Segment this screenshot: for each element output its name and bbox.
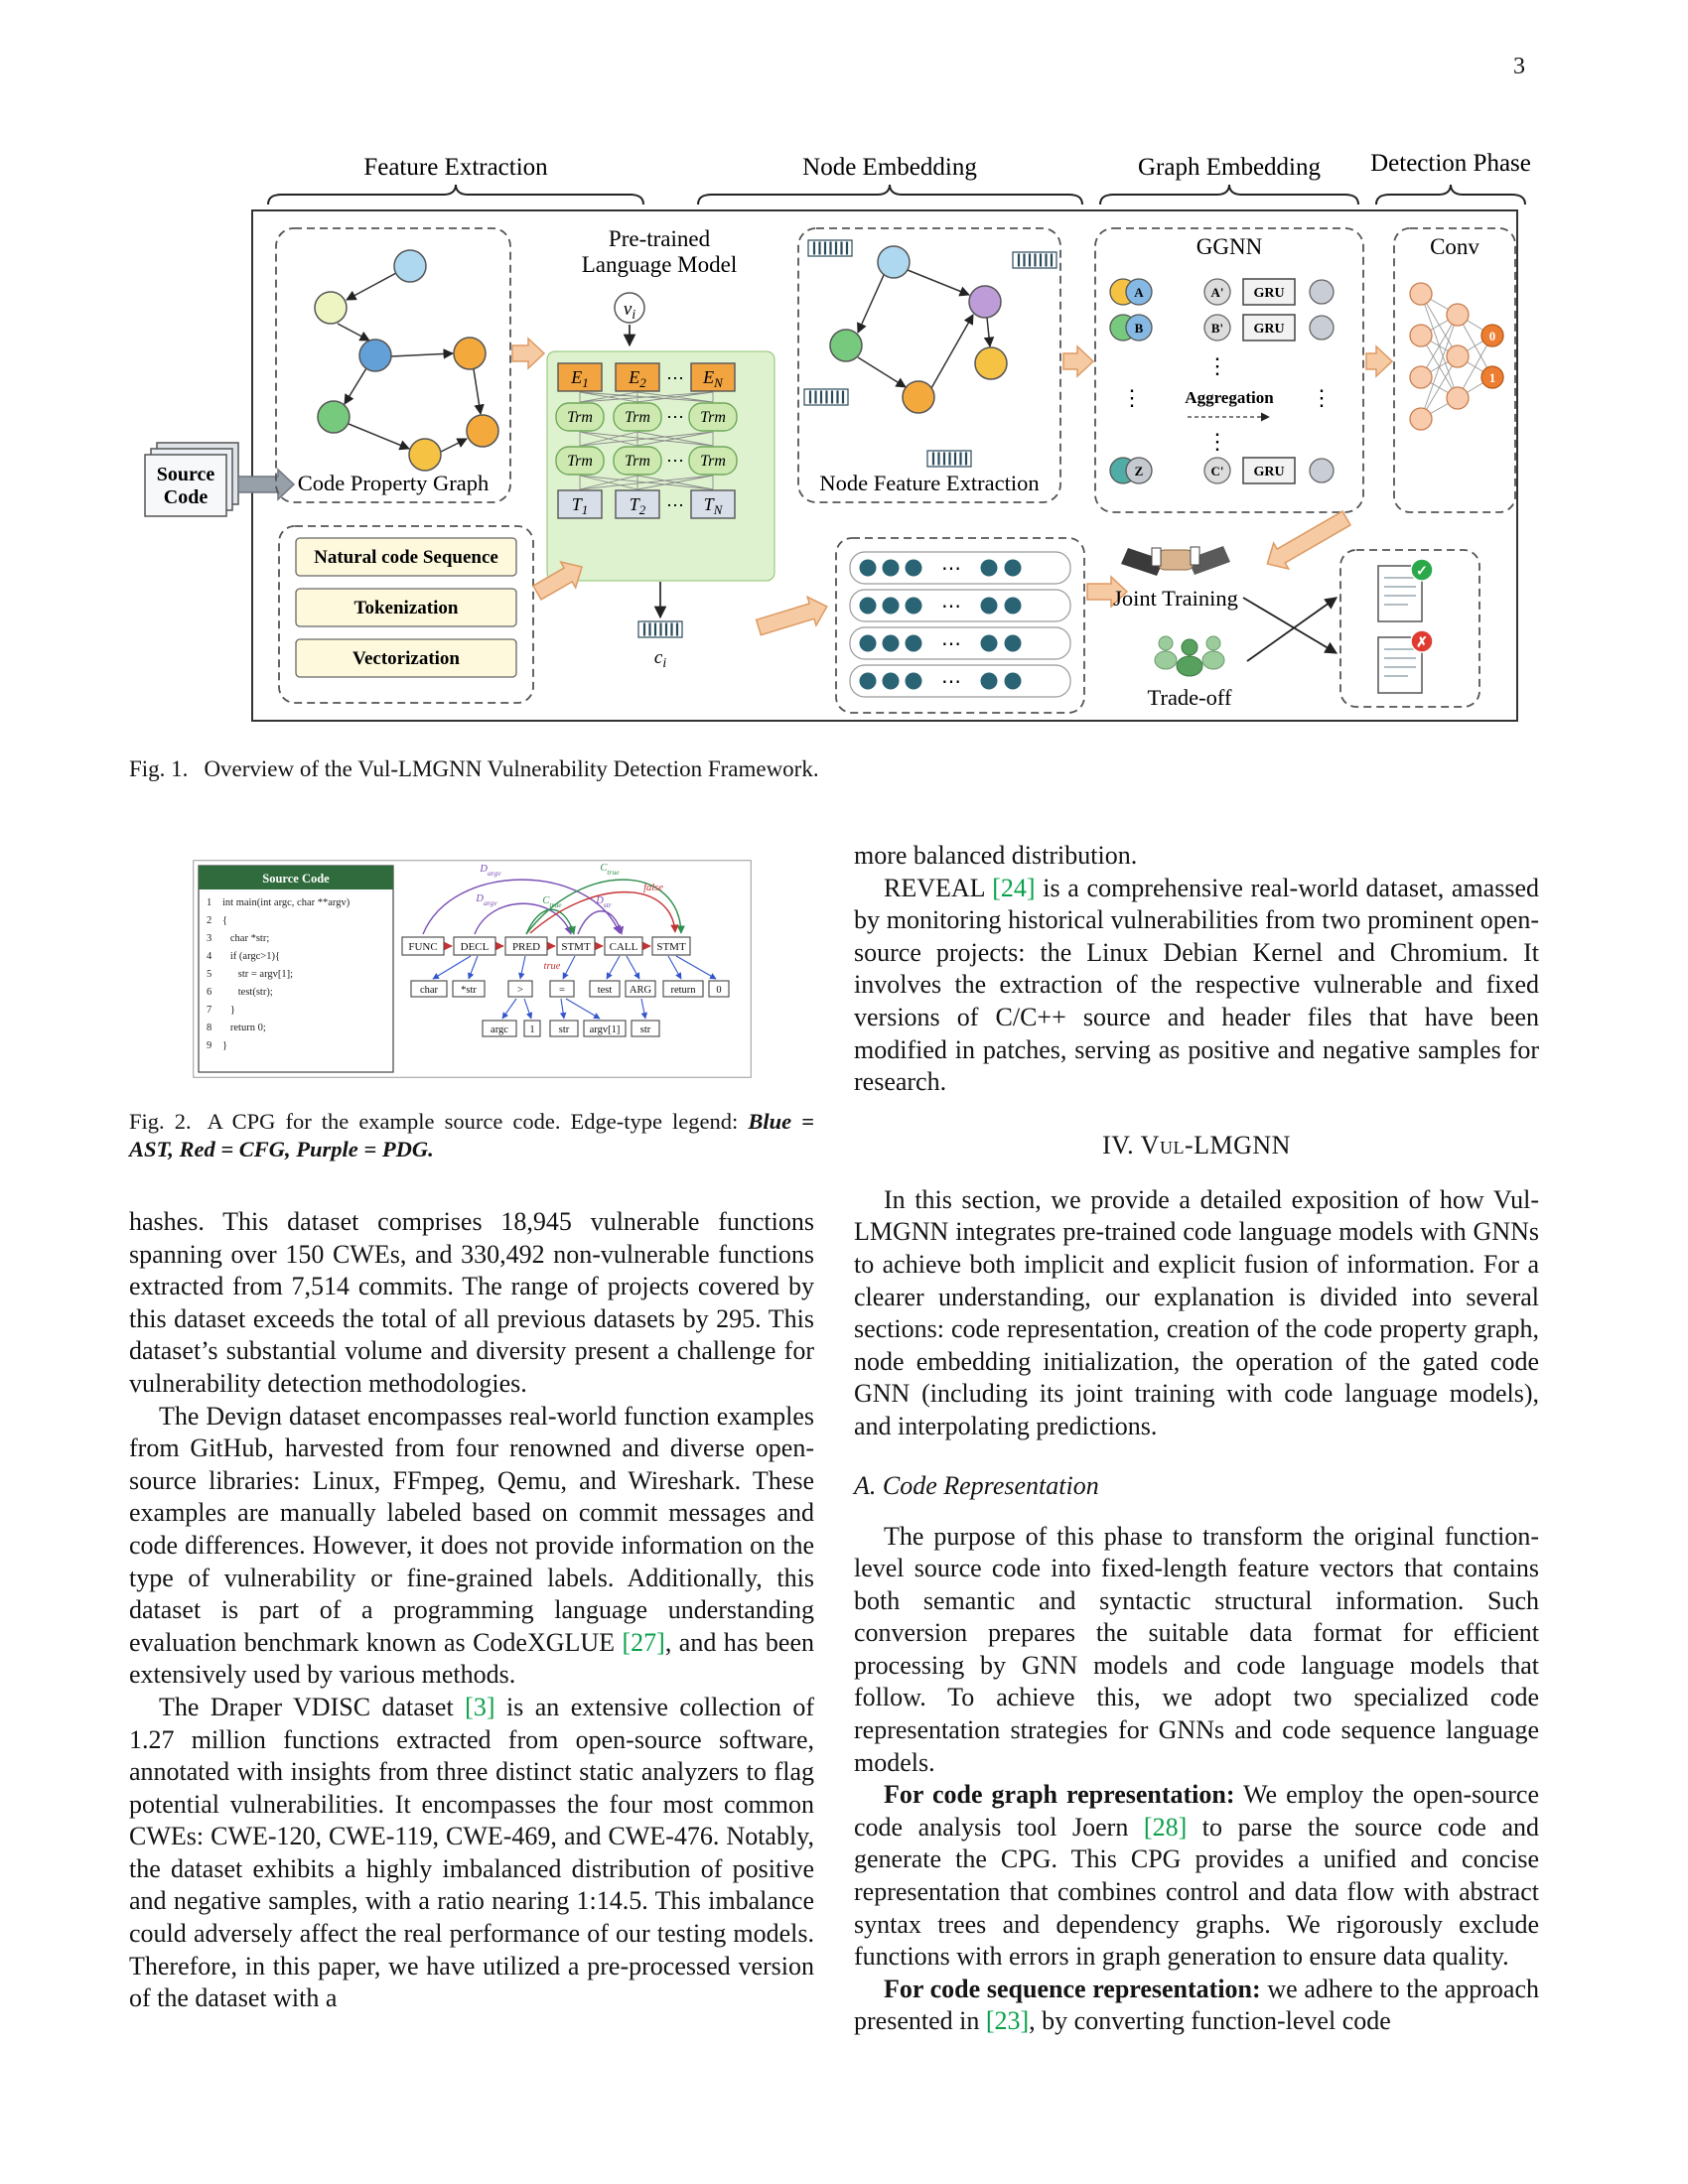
graph-node xyxy=(830,330,862,361)
svg-text:FUNC: FUNC xyxy=(407,941,438,953)
svg-text:⋯: ⋯ xyxy=(941,671,961,693)
cpg-to-lm-arrow xyxy=(512,339,544,368)
svg-text:⋮: ⋮ xyxy=(1206,429,1228,454)
svg-text:8: 8 xyxy=(206,1023,211,1033)
paragraph: The purpose of this phase to transform the original function-level source code into fixed-length feature vectors that contains both semantic and syntactic structural information. Such conversion prepares the suitable data format for efficient processing by GNN models and code language models that follow. To achieve this, we adopt two specialized code representation strategies for GNNs and code sequence language models. xyxy=(854,1521,1539,1777)
gru-cell: GRU xyxy=(1253,322,1285,337)
citation[interactable]: [24] xyxy=(992,873,1036,902)
citation[interactable]: [3] xyxy=(465,1692,495,1721)
svg-text:Trm: Trm xyxy=(567,453,593,470)
svg-text:test(str);: test(str); xyxy=(221,987,273,998)
graph-node xyxy=(903,381,934,413)
svg-text:TN: $T_N$ xyxy=(703,494,723,517)
pretrained-language-model xyxy=(547,226,774,581)
svg-text:Z: Z xyxy=(1134,464,1144,478)
bold-lead: For code sequence representation: xyxy=(884,1974,1261,2003)
svg-text:E1: $E_1$ xyxy=(571,367,589,390)
nodeemb-to-ggnn-arrow xyxy=(1063,346,1093,376)
gru-cell: GRU xyxy=(1253,286,1285,301)
conv-output-1: 1 xyxy=(1488,370,1496,385)
svg-text:char: char xyxy=(419,985,438,996)
svg-text:CALL: CALL xyxy=(609,941,637,953)
svg-text:9: 9 xyxy=(206,1040,211,1051)
svg-text:T1: $T_1$ xyxy=(571,494,589,517)
svg-text:str = argv[1];: str = argv[1]; xyxy=(221,969,293,980)
svg-text:⋯: ⋯ xyxy=(666,495,684,515)
paragraph: The Draper VDISC dataset [3] is an extensive collection of 1.27 million functions extracted from open-source software, annotated with insights from three distinct static analyzers to flag potential vulnerabilities. It encompasses the four most common CWEs: CWE-120, CWE-119, CWE-469, and CWE-476. Notably, the dataset exhibits a highly imbalanced distribution of positive and negative samples, with a ratio nearing 1:14.5. This imbalance could adversely affect the real performance of our testing models. Therefore, in this paper, we have utilized a pre-processed version of the dataset with a xyxy=(129,1692,814,2013)
svg-text:DECL: DECL xyxy=(460,941,489,953)
svg-text:ARG: ARG xyxy=(629,985,651,996)
cpg-label: Code Property Graph xyxy=(297,471,490,495)
svg-text:⋮: ⋮ xyxy=(1311,385,1333,410)
feature-vector-icon xyxy=(927,451,971,467)
svg-text:Trm: Trm xyxy=(700,409,726,426)
paragraph: more balanced distribution. xyxy=(854,841,1138,870)
embedding-row xyxy=(558,363,735,391)
svg-text:⋯: ⋯ xyxy=(941,558,961,580)
svg-text:3: 3 xyxy=(206,933,211,944)
svg-text:Code: Code xyxy=(163,486,209,508)
graph-node xyxy=(454,338,486,369)
bold-lead: For code graph representation: xyxy=(884,1780,1235,1810)
feature-vector-icon xyxy=(808,240,852,256)
svg-text:⋯: ⋯ xyxy=(941,596,961,617)
svg-text:2: 2 xyxy=(206,915,211,926)
svg-text:str: str xyxy=(639,1024,650,1035)
svg-text:6: 6 xyxy=(206,987,211,998)
edge-label-true: true xyxy=(543,961,560,972)
svg-text:char *str;: char *str; xyxy=(221,933,269,944)
svg-text:*str: *str xyxy=(460,985,477,996)
citation[interactable]: [28] xyxy=(1143,1812,1188,1842)
svg-text:E2: $E_2$ xyxy=(629,367,646,390)
svg-text:Trm: Trm xyxy=(700,453,726,470)
paragraph: For code sequence representation: we adhere to the approach presented in [23], by converting function-level code xyxy=(854,1974,1539,2036)
node-feature-label: Node Feature Extraction xyxy=(819,471,1040,495)
rejected-document-icon xyxy=(1378,630,1433,693)
conv-output-0: 0 xyxy=(1488,329,1496,343)
edge-label-d-str: $D_{str}$ xyxy=(595,895,612,909)
paragraph: The Devign dataset encompasses real-world function examples from GitHub, harvested from four renowned and diverse open-source libraries: Linux, FFmpeg, Qemu, and Wireshark. These examples are manually labeled based on commit messages and code differences. However, it does not provide information on the type of vulnerability or fine-grained labels. Additionally, this dataset is part of a programming language understanding evaluation benchmark known as CodeXGLUE [27], and has been extensively used by various methods. xyxy=(129,1401,815,1690)
node-embedding-box xyxy=(798,228,1060,502)
svg-text:⋯: ⋯ xyxy=(941,633,961,655)
pipeline-step: Natural code Sequence xyxy=(314,547,498,568)
graph-node xyxy=(359,340,391,371)
svg-text:argc: argc xyxy=(490,1024,508,1035)
svg-text:1: 1 xyxy=(206,897,211,908)
source-to-cpg-arrow xyxy=(238,470,294,499)
svg-text:A: A xyxy=(1134,285,1144,300)
svg-text:Trm: Trm xyxy=(567,409,593,426)
feature-vector-icon xyxy=(1013,252,1056,268)
phase-label-node-embedding: Node Embedding xyxy=(802,154,977,181)
svg-text:1: 1 xyxy=(528,1024,535,1035)
svg-text:⋯: ⋯ xyxy=(666,407,684,427)
svg-text:C': C' xyxy=(1210,464,1224,478)
source-code-header: Source Code xyxy=(261,872,330,886)
edge-label-d-argv: $D_{argv}$ xyxy=(475,893,497,907)
two-column-body xyxy=(129,840,1539,2038)
svg-text:STMT: STMT xyxy=(655,941,686,953)
paragraph: hashes. This dataset comprises 18,945 vulnerable functions spanning over 150 CWEs, and 330,492 non-vulnerable functions extracted from 7,514 commits. The range of projects covered by this dataset exceeds the total of all previous datasets by 295. This dataset’s substantial volume and diversity present a challenge for vulnerability detection methodologies. xyxy=(129,1207,814,1398)
svg-text:test: test xyxy=(597,985,612,996)
phase-braces xyxy=(268,185,1525,205)
svg-text:argv[1]: argv[1] xyxy=(589,1024,620,1035)
ci-label: $c_i$ xyxy=(653,647,667,670)
svg-text:0: 0 xyxy=(715,985,722,996)
graph-node xyxy=(409,439,441,471)
figure-1-caption: Fig. 1. Overview of the Vul-LMGNN Vulnerability Detection Framework. xyxy=(129,756,819,781)
svg-text:return: return xyxy=(669,985,696,996)
paragraph: REVEAL [24] is a comprehensive real-world dataset, amassed by monitoring historical vulnerabilities from two prominent open-source projects: the Linux Debian Kernel and Chromium. It involves the extraction of the respective vulnerable and fixed versions of C/C++ source and header files that have been modified in patches, serving as positive and negative samples for research. xyxy=(854,873,1540,1097)
paragraph: For code graph representation: We employ the open-source code analysis tool Joern [28] to parse the source code and generate the CPG. This CPG provides a unified and concise representation that combines control and data flow with abstract syntax trees and dependency graphs. We rigorously exclude functions with errors in graph generation to ensure data quality. xyxy=(854,1780,1539,1972)
svg-text:⋯: ⋯ xyxy=(666,368,684,388)
graph-node xyxy=(467,415,498,447)
ggnn-label: GGNN xyxy=(1196,234,1263,259)
svg-text:B: B xyxy=(1134,321,1144,336)
graph-node xyxy=(975,347,1007,379)
team-icon xyxy=(1155,636,1224,676)
left-column xyxy=(129,840,814,2038)
citation[interactable]: [23] xyxy=(985,2006,1030,2036)
svg-text:{: { xyxy=(221,915,227,926)
ggnn-to-conv-arrow xyxy=(1366,346,1392,376)
aggregation-label: Aggregation xyxy=(1185,388,1274,407)
figure-2-cpg-diagram xyxy=(193,860,752,1078)
citation[interactable]: [27] xyxy=(622,1627,665,1657)
graph-node xyxy=(315,292,347,324)
ci-vector-icon xyxy=(638,621,682,637)
svg-text:EN: $E_N$ xyxy=(703,367,723,390)
check-icon: ✓ xyxy=(1416,564,1428,580)
accepted-document-icon xyxy=(1378,559,1433,621)
phase-label-feature-extraction: Feature Extraction xyxy=(363,154,548,181)
pipeline-step: Vectorization xyxy=(352,648,460,669)
figure-1-framework-diagram xyxy=(127,149,1537,730)
sequence-pipeline-box xyxy=(279,526,533,703)
ci-to-matrix-arrow xyxy=(755,593,832,642)
svg-text:A': A' xyxy=(1210,285,1224,300)
svg-text:4: 4 xyxy=(206,951,211,962)
gru-cell: GRU xyxy=(1253,465,1285,479)
graph-node xyxy=(318,401,350,433)
svg-text:str: str xyxy=(558,1024,569,1035)
pipeline-step: Tokenization xyxy=(353,598,459,618)
svg-text:Language Model: Language Model xyxy=(581,252,738,277)
graph-node xyxy=(969,286,1001,318)
svg-text:⋯: ⋯ xyxy=(666,451,684,471)
svg-text:}: } xyxy=(221,1040,227,1051)
right-column xyxy=(854,840,1539,2038)
svg-text:Pre-trained: Pre-trained xyxy=(608,226,711,251)
embedding-matrix-box xyxy=(836,538,1084,713)
edge-label-d-argv: $D_{argv}$ xyxy=(479,864,501,878)
transformer-row-1 xyxy=(556,403,737,431)
svg-text:return 0;: return 0; xyxy=(221,1023,266,1033)
detection-results-box xyxy=(1340,550,1479,707)
svg-text:Source: Source xyxy=(156,464,215,485)
joint-training-label: Joint Training xyxy=(1113,586,1238,611)
source-code-icon xyxy=(145,443,238,516)
section-heading: IV. Vul-LMGNN xyxy=(1102,1130,1291,1160)
svg-text:=: = xyxy=(558,985,565,996)
svg-text:>: > xyxy=(516,985,523,996)
handshake-icon xyxy=(1121,546,1230,576)
conv-label: Conv xyxy=(1430,234,1479,259)
edge-label-c-true: $C_{true}$ xyxy=(541,895,562,909)
token-row xyxy=(558,490,735,518)
svg-text:Trm: Trm xyxy=(625,453,650,470)
svg-text:PRED: PRED xyxy=(511,941,540,953)
svg-text:B': B' xyxy=(1210,321,1224,336)
svg-text:⋮: ⋮ xyxy=(1206,353,1228,378)
vi-label: $v_i$ xyxy=(623,299,636,322)
svg-text:7: 7 xyxy=(206,1005,211,1016)
svg-text:⋮: ⋮ xyxy=(1121,385,1143,410)
code-property-graph-box xyxy=(276,228,510,502)
svg-text:}: } xyxy=(221,1005,235,1016)
edge-label-c-true: $C_{true}$ xyxy=(599,863,620,877)
subsection-heading: A. Code Representation xyxy=(854,1470,1099,1500)
phase-label-graph-embedding: Graph Embedding xyxy=(1138,154,1321,181)
tradeoff-label: Trade-off xyxy=(1147,685,1232,710)
edge-label-false: false xyxy=(642,883,663,893)
figure-2-caption: Fig. 2. A CPG for the example source code. Edge-type legend: Blue = AST, Red = CFG, Purple = PDG. xyxy=(129,1109,815,1161)
source-code-panel xyxy=(199,866,393,1072)
svg-text:int main(int argc, char **argv: int main(int argc, char **argv) xyxy=(221,897,350,908)
paragraph: In this section, we provide a detailed exposition of how Vul-LMGNN integrates pre-trained code language models with GNNs to achieve both implicit and explicit fusion of information. For a clearer understanding, our explanation is divided into several sections: code representation, creation of the code property graph, node embedding initialization, the operation of the gated code GNN (including its joint training with code language models), and interpolating predictions. xyxy=(854,1184,1539,1440)
graph-node xyxy=(878,246,910,278)
cross-icon: ✗ xyxy=(1416,635,1428,651)
phase-label-detection-phase: Detection Phase xyxy=(1370,150,1531,177)
svg-text:Trm: Trm xyxy=(625,409,650,426)
svg-text:5: 5 xyxy=(206,969,211,980)
graph-node xyxy=(394,250,426,282)
conv-to-training-arrow xyxy=(1260,505,1354,577)
ggnn-box xyxy=(1095,228,1363,512)
svg-text:STMT: STMT xyxy=(560,941,591,953)
feature-vector-icon xyxy=(804,389,848,405)
svg-text:T2: $T_2$ xyxy=(629,494,646,517)
conv-box xyxy=(1394,228,1515,512)
transformer-row-2 xyxy=(556,447,737,475)
page-number: 3 xyxy=(1513,54,1525,79)
svg-text:if (argc>1){: if (argc>1){ xyxy=(221,951,280,962)
